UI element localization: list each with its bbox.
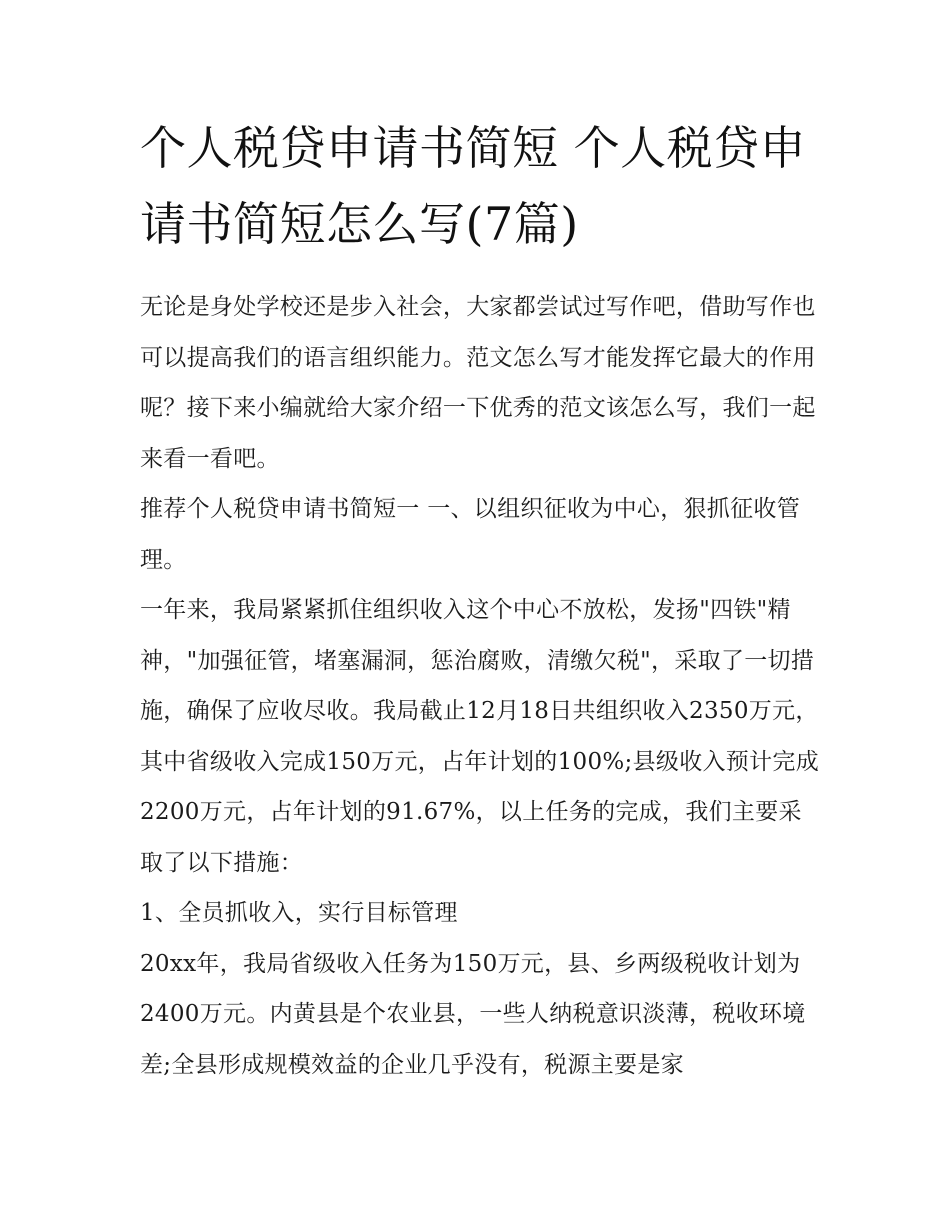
paragraph-tax-plan: 20xx年，我局省级收入任务为150万元，县、乡两级税收计划为2400万元。内黄县是个农业县，一些人纳税意识淡薄，税收环境差;全县形成规模效益的企业几乎没有，税源主要是家 [140,950,806,1078]
paragraph-intro: 无论是身处学校还是步入社会，大家都尝试过写作吧，借助写作也可以提高我们的语言组织能力。范文怎么写才能发挥它最大的作用呢？接下来小编就给大家介绍一下优秀的范文该怎么写，我们一起来看一看吧。 [140,294,816,472]
paragraph-revenue-summary: 一年来，我局紧紧抓住组织收入这个中心不放松，发扬"四铁"精神，"加强征管，堵塞漏洞，惩治腐败，清缴欠税"，采取了一切措施，确保了应收尽收。我局截止12月18日共组织收入2350万元，其中省级收入完成150万元，占年计划的100%;县级收入预计完成2200万元，占年计划的91.67%，以上任务的完成，我们主要采取了以下措施： [140,597,820,876]
paragraph-section-heading: 推荐个人税贷申请书简短一 一、以组织征收为中心，狠抓征收管理。 [140,496,801,573]
document-title: 个人税贷申请书简短 个人税贷申请书简短怎么写(7篇) [140,121,807,251]
document-page [140,110,820,1090]
paragraph-subheading: 1、全员抓收入，实行目标管理 [140,900,458,926]
